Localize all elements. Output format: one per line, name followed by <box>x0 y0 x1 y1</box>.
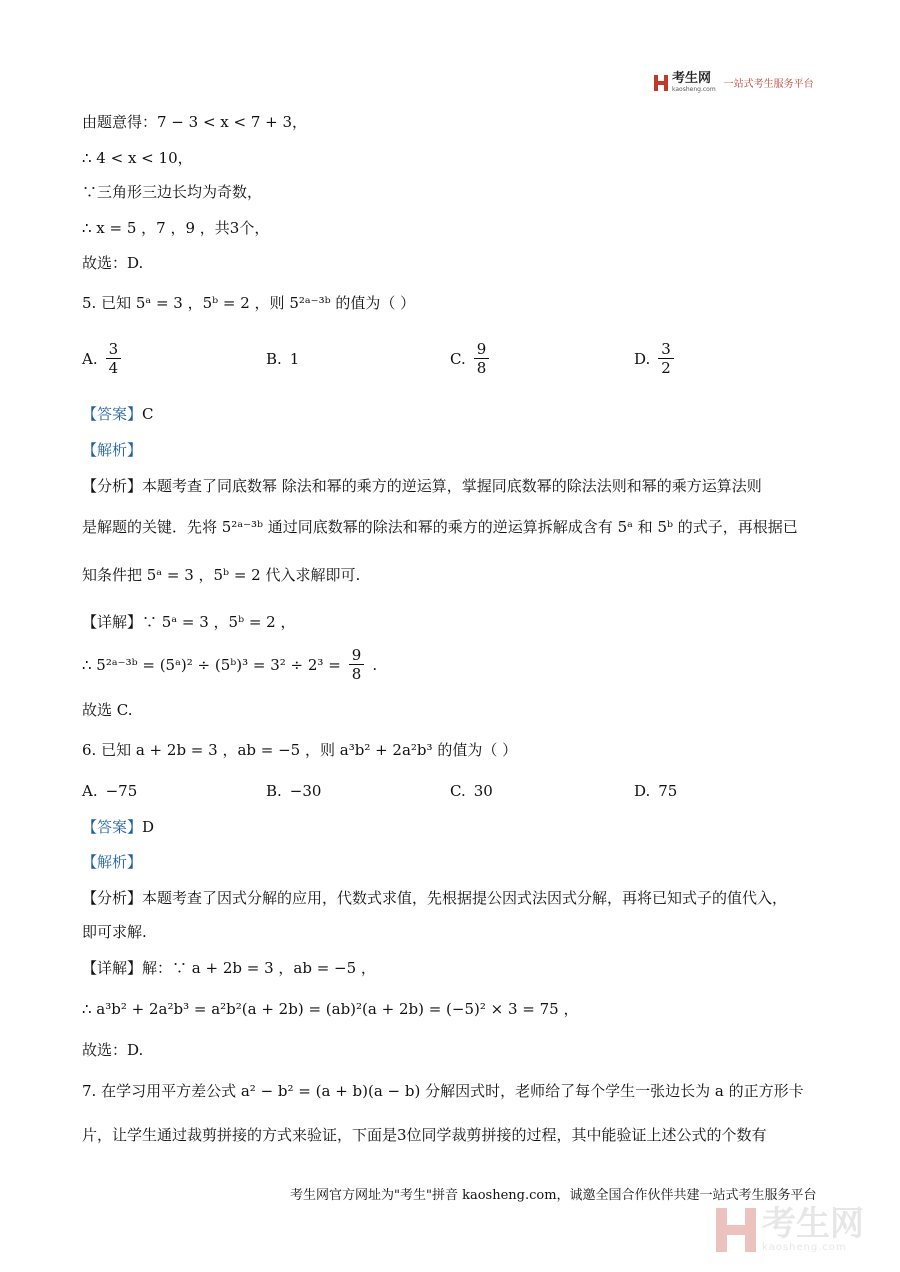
q5-option-a <box>82 340 121 377</box>
q5-xiangjie-1: 【详解】∵ 5ᵃ = 3 ，5ᵇ = 2 ， <box>82 613 296 631</box>
watermark-domain: kaosheng.com <box>762 1242 847 1253</box>
text-line: ∴ x = 5 ，7 ，9 ，共3个， <box>82 219 270 237</box>
text-line: 由题意得：7 − 3 < x < 7 + 3， <box>82 113 308 131</box>
answer-tag: 【答案】 <box>82 818 143 836</box>
q5-option-c <box>450 340 489 377</box>
question-6-stem: 6. 已知 a + 2b = 3 ，ab = −5 ，则 a³b² + 2a²b³ 的值为（ ） <box>82 741 518 759</box>
q6-analysis-tag: 【解析】 <box>82 853 143 871</box>
logo-domain: kaosheng.com <box>672 86 716 93</box>
logo-name: 考生网 <box>672 71 712 86</box>
q6-answer <box>82 817 154 837</box>
kaosheng-watermark-icon <box>716 1208 756 1252</box>
q6-xiangjie-1: 【详解】解：∵ a + 2b = 3 ，ab = −5 ， <box>82 959 376 977</box>
q6-option-d: D. 75 <box>634 782 678 800</box>
watermark-name: 考生网 <box>762 1204 864 1244</box>
q6-option-c: C. 30 <box>450 782 493 800</box>
option-letter: D. <box>634 349 651 368</box>
text-line: ∵三角形三边长均为奇数， <box>82 183 263 201</box>
q5-conclusion: 故选 C. <box>82 701 133 719</box>
q6-option-a: A. −75 <box>82 782 138 800</box>
footer-text: 考生网官方网址为"考生"拼音 kaosheng.com，诚邀全国合作伙伴共建一站式考生服务平台 <box>290 1188 817 1203</box>
q5-answer <box>82 404 154 424</box>
q6-fenxi-2: 即可求解. <box>82 923 147 941</box>
xiangjie-tag: 【详解】 <box>82 959 143 977</box>
answer-tag: 【答案】 <box>82 405 143 423</box>
q5-xiangjie-2: ∴ 5²ᵃ⁻³ᵇ = (5ᵃ)² ÷ (5ᵇ)³ = 3² ÷ 2³ = $\frac{9}{8}$ . <box>82 646 378 683</box>
q5-fenxi-3: 知条件把 5ᵃ = 3 ，5ᵇ = 2 代入求解即可. <box>82 566 361 584</box>
logo-slogan: 一站式考生服务平台 <box>723 79 814 90</box>
xiangjie-tag: 【详解】 <box>82 613 143 631</box>
question-5-stem: 5. 已知 5ᵃ = 3 ，5ᵇ = 2 ，则 5²ᵃ⁻³ᵇ 的值为（ ） <box>82 294 416 312</box>
option-letter: C. <box>450 349 466 368</box>
q5-option-d <box>634 340 674 377</box>
kaosheng-logo-icon <box>654 75 668 91</box>
fraction: $\frac{3}{2}$ <box>658 340 674 377</box>
answer-value: C <box>142 405 154 423</box>
q5-analysis-tag: 【解析】 <box>82 441 143 459</box>
question-7-line-1: 7. 在学习用平方差公式 a² − b² = (a + b)(a − b) 分解因式时，老师给了每个学生一张边长为 a 的正方形卡 <box>82 1082 804 1100</box>
answer-value: D <box>142 818 155 836</box>
q6-option-b: B. −30 <box>266 782 322 800</box>
text-line: 故选：D. <box>82 254 144 272</box>
option-value: 1 <box>289 350 300 368</box>
option-letter: A. <box>82 349 98 368</box>
q6-xiangjie-2: ∴ a³b² + 2a²b³ = a²b²(a + 2b) = (ab)²(a + 2b) = (−5)² × 3 = 75 ， <box>82 1000 579 1018</box>
fraction: $\frac{9}{8}$ <box>474 340 490 377</box>
q5-fenxi-2: 是解题的关键．先将 5²ᵃ⁻³ᵇ 通过同底数幂的除法和幂的乘方的逆运算拆解成含有 5ᵃ 和 5ᵇ 的式子，再根据已 <box>82 518 798 536</box>
q6-fenxi-1: 【分析】本题考查了因式分解的应用，代数式求值，先根据提公因式法因式分解，再将已知式子的值代入， <box>82 889 788 907</box>
option-letter: B. <box>266 350 282 368</box>
fenxi-tag: 【分析】 <box>82 477 143 495</box>
fraction: $\frac{3}{4}$ <box>106 340 122 377</box>
fraction: $\frac{9}{8}$ <box>349 646 365 683</box>
watermark <box>716 1206 864 1253</box>
text-line: ∴ 4 < x < 10， <box>82 149 193 167</box>
q5-option-b <box>266 350 299 368</box>
header-logo <box>654 72 814 93</box>
q5-fenxi-1: 【分析】本题考查了同底数幂 除法和幂的乘方的逆运算，掌握同底数幂的除法法则和幂的乘方运算法则 <box>82 477 762 495</box>
q6-conclusion: 故选：D. <box>82 1041 144 1059</box>
question-7-line-2: 片，让学生通过裁剪拼接的方式来验证，下面是3位同学裁剪拼接的过程，其中能验证上述公式的个数有 <box>82 1126 767 1144</box>
fenxi-tag: 【分析】 <box>82 889 143 907</box>
